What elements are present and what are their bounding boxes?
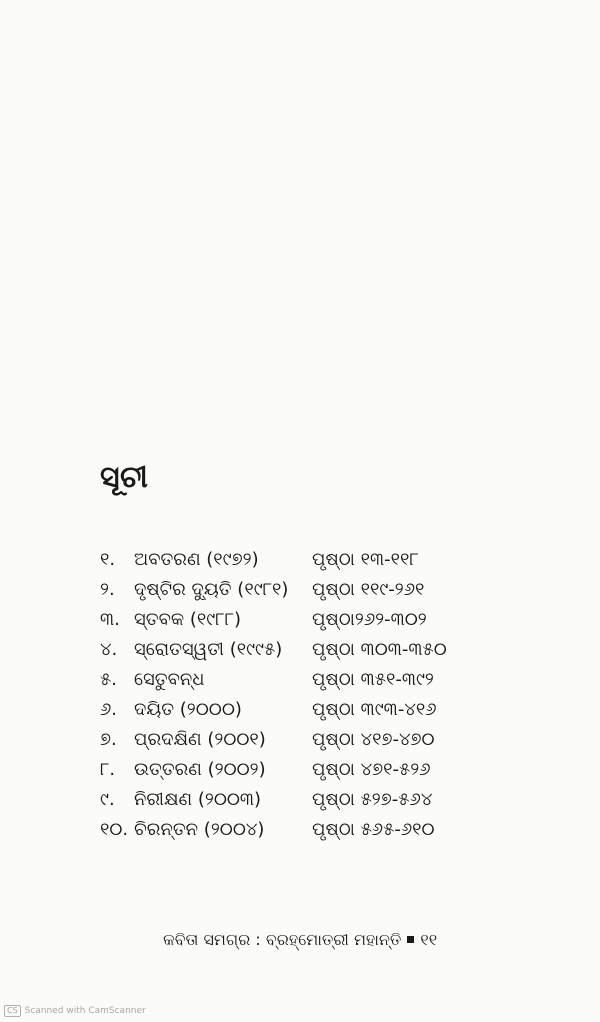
toc-entry — [0, 815, 600, 845]
toc-entry-pages: ପୃଷ୍ଠା ୪୧୭-୪୭୦ — [312, 729, 435, 750]
camscanner-logo-icon: CS — [4, 1005, 21, 1017]
square-bullet-icon — [407, 936, 414, 943]
toc-entry-number: ୪. — [100, 639, 118, 660]
page-footer — [0, 925, 600, 955]
toc-entry-number: ୯. — [100, 789, 115, 810]
toc-entry-pages: ପୃଷ୍ଠା ୪୭୧-୫୨୬ — [312, 759, 431, 780]
toc-entry — [0, 635, 600, 665]
toc-entry-pages: ପୃଷ୍ଠା ୩୫୧-୩୯୨ — [312, 669, 434, 690]
toc-entry-pages: ପୃଷ୍ଠା ୫୬୫-୬୧୦ — [312, 819, 435, 840]
toc-entry — [0, 605, 600, 635]
toc-entry-title: ଚିରନ୍ତନ (୨୦୦୪) — [134, 819, 265, 840]
toc-entry-title: ସ୍ତବକ (୧୯୮୮) — [134, 609, 242, 630]
toc-entry-number: ୮. — [100, 759, 116, 780]
toc-entry-number: ୩. — [100, 609, 120, 630]
footer-book-title: କବିତା ସମଗ୍ର : ବ୍ରହ୍ମୋତ୍ରୀ ମହାନ୍ତି — [162, 930, 402, 949]
toc-entry-pages: ପୃଷ୍ଠା ୩୯୩-୪୧୬ — [312, 699, 437, 720]
toc-entry-pages: ପୃଷ୍ଠା ୫୨୭-୫୬୪ — [312, 789, 433, 810]
page-number: ୧୧ — [420, 930, 438, 949]
toc-entry — [0, 755, 600, 785]
toc-entry-title: ଦୃଷ୍ଟିର ଦ୍ୟୁତି (୧୯୮୧) — [134, 579, 289, 600]
watermark-text: Scanned with CamScanner — [24, 1006, 146, 1016]
toc-entry-title: ସ୍ରୋତସ୍ୱତୀ (୧୯୯୫) — [134, 639, 283, 660]
scanner-watermark — [4, 1004, 146, 1018]
toc-entry-title: ନିରୀକ୍ଷଣ (୨୦୦୩) — [134, 789, 262, 810]
toc-entry — [0, 545, 600, 575]
toc-entry-title: ଉତ୍ତରଣ (୨୦୦୨) — [134, 759, 266, 780]
toc-entry-number: ୧୦. — [100, 819, 129, 840]
toc-entry-title: ଦୟିତ (୨୦୦୦) — [134, 699, 242, 720]
toc-entry-number: ୨. — [100, 579, 115, 600]
toc-entry-number: ୭. — [100, 729, 117, 750]
toc-entry-pages: ପୃଷ୍ଠା ୧୧୯-୨୬୧ — [312, 579, 425, 600]
toc-entry-pages: ପୃଷ୍ଠା ୧୩-୧୧୮ — [312, 549, 419, 570]
toc-entry — [0, 785, 600, 815]
toc-entry-title: ସେତୁବନ୍ଧ — [134, 669, 205, 690]
toc-entry — [0, 575, 600, 605]
toc-entry — [0, 665, 600, 695]
toc-entry-pages: ପୃଷ୍ଠା୨୬୨-୩୦୨ — [312, 609, 427, 630]
toc-entry-title: ଅବତରଣ (୧୯୭୨) — [134, 549, 259, 570]
toc-entry-pages: ପୃଷ୍ଠା ୩୦୩-୩୫୦ — [312, 639, 447, 660]
toc-entry-number: ୬. — [100, 699, 118, 720]
toc-entry — [0, 725, 600, 755]
toc-entry-number: ୧. — [100, 549, 116, 570]
toc-entry-number: ୫. — [100, 669, 117, 690]
toc-entry-title: ପ୍ରଦକ୍ଷିଣ (୨୦୦୧) — [134, 729, 266, 750]
page-title: ସୂଚୀ — [100, 460, 149, 495]
toc-entry — [0, 695, 600, 725]
